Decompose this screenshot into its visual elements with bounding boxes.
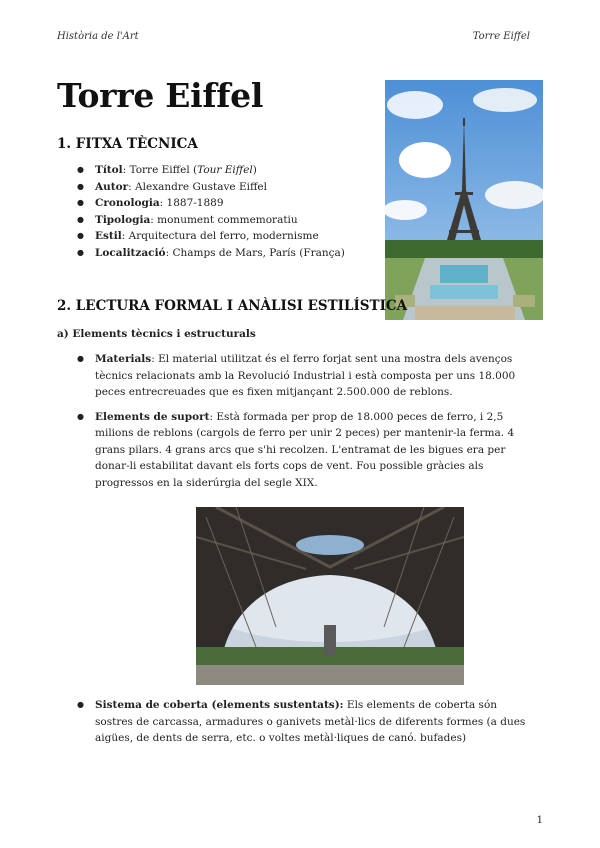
item-text: : Arquitectura del ferro, modernisme (121, 230, 319, 242)
item-text: : Alexandre Gustave Eiffel (128, 180, 267, 193)
tower-base-photo (196, 507, 464, 685)
item-text: : 1887-1889 (159, 197, 224, 209)
list-item (77, 245, 367, 262)
item-text: Els elements de coberta són sostres de carcassa, armadures o ganivets metàl·lics de diferents formes (a dues aigües, de dents de serra, etc. o voltes metàl·liques de canó. bufades) (95, 699, 526, 744)
item-text: : Torre Eiffel ( (122, 164, 198, 176)
page-number: 1 (536, 815, 543, 826)
section-heading-technical-sheet: 1. FITXA TÈCNICA (57, 136, 198, 152)
item-italic-text: Tour Eiffel (197, 164, 253, 176)
item-text: : El material utilitzat és el ferro forjat sent una mostra dels avenços tècnics relacionats amb la Revolució Industrial i està composta per uns 18.000 peces entrecreuades que es fixen mitjançant 2.500.000 de reblons. (95, 353, 516, 398)
item-text: : monument commemoratiu (150, 213, 298, 226)
item-text: : Champs de Mars, París (França) (165, 246, 345, 259)
section-heading-formal-reading: 2. LECTURA FORMAL I ANÀLISI ESTILÍSTICA (57, 298, 408, 314)
item-label: Títol (95, 164, 123, 176)
item-label: Elements de suport (95, 410, 210, 423)
page-title: Torre Eiffel (57, 76, 264, 115)
running-header-topic: Torre Eiffel (472, 31, 530, 42)
list-item (77, 195, 367, 212)
item-text-tail: ) (252, 164, 257, 176)
structural-elements-list (77, 351, 537, 499)
item-label: Sistema de coberta (elements sustentats): (95, 699, 344, 711)
list-item (77, 351, 537, 401)
eiffel-tower-photo (385, 80, 543, 320)
technical-sheet-list (77, 162, 367, 261)
item-text: : Està formada per prop de 18.000 peces de ferro, i 2,5 milions de reblons (cargols de ferro per unir 2 peces) per mantenir-la ferma. 4 grans pilars. 4 grans arcs que s'hi recolzen. L'entramat de les bigues era per donar-li estabilitat davant els forts cops de vent. Fou possible gràcies als progressos en la siderúrgia del segle XIX. (95, 410, 515, 489)
running-header-subject: Història de l'Art (57, 31, 139, 42)
item-label: Localització (95, 246, 166, 259)
list-item (77, 409, 537, 492)
item-label: Cronologia (95, 197, 160, 209)
roofing-elements-list (77, 697, 537, 755)
list-item (77, 697, 537, 747)
item-label: Materials (95, 353, 152, 365)
item-label: Tipologia (95, 213, 151, 226)
item-label: Autor (95, 180, 129, 193)
list-item (77, 228, 367, 245)
subsection-heading: a) Elements tècnics i estructurals (57, 328, 256, 340)
list-item (77, 162, 367, 179)
list-item (77, 179, 367, 196)
item-label: Estil (95, 230, 122, 242)
list-item (77, 212, 367, 229)
